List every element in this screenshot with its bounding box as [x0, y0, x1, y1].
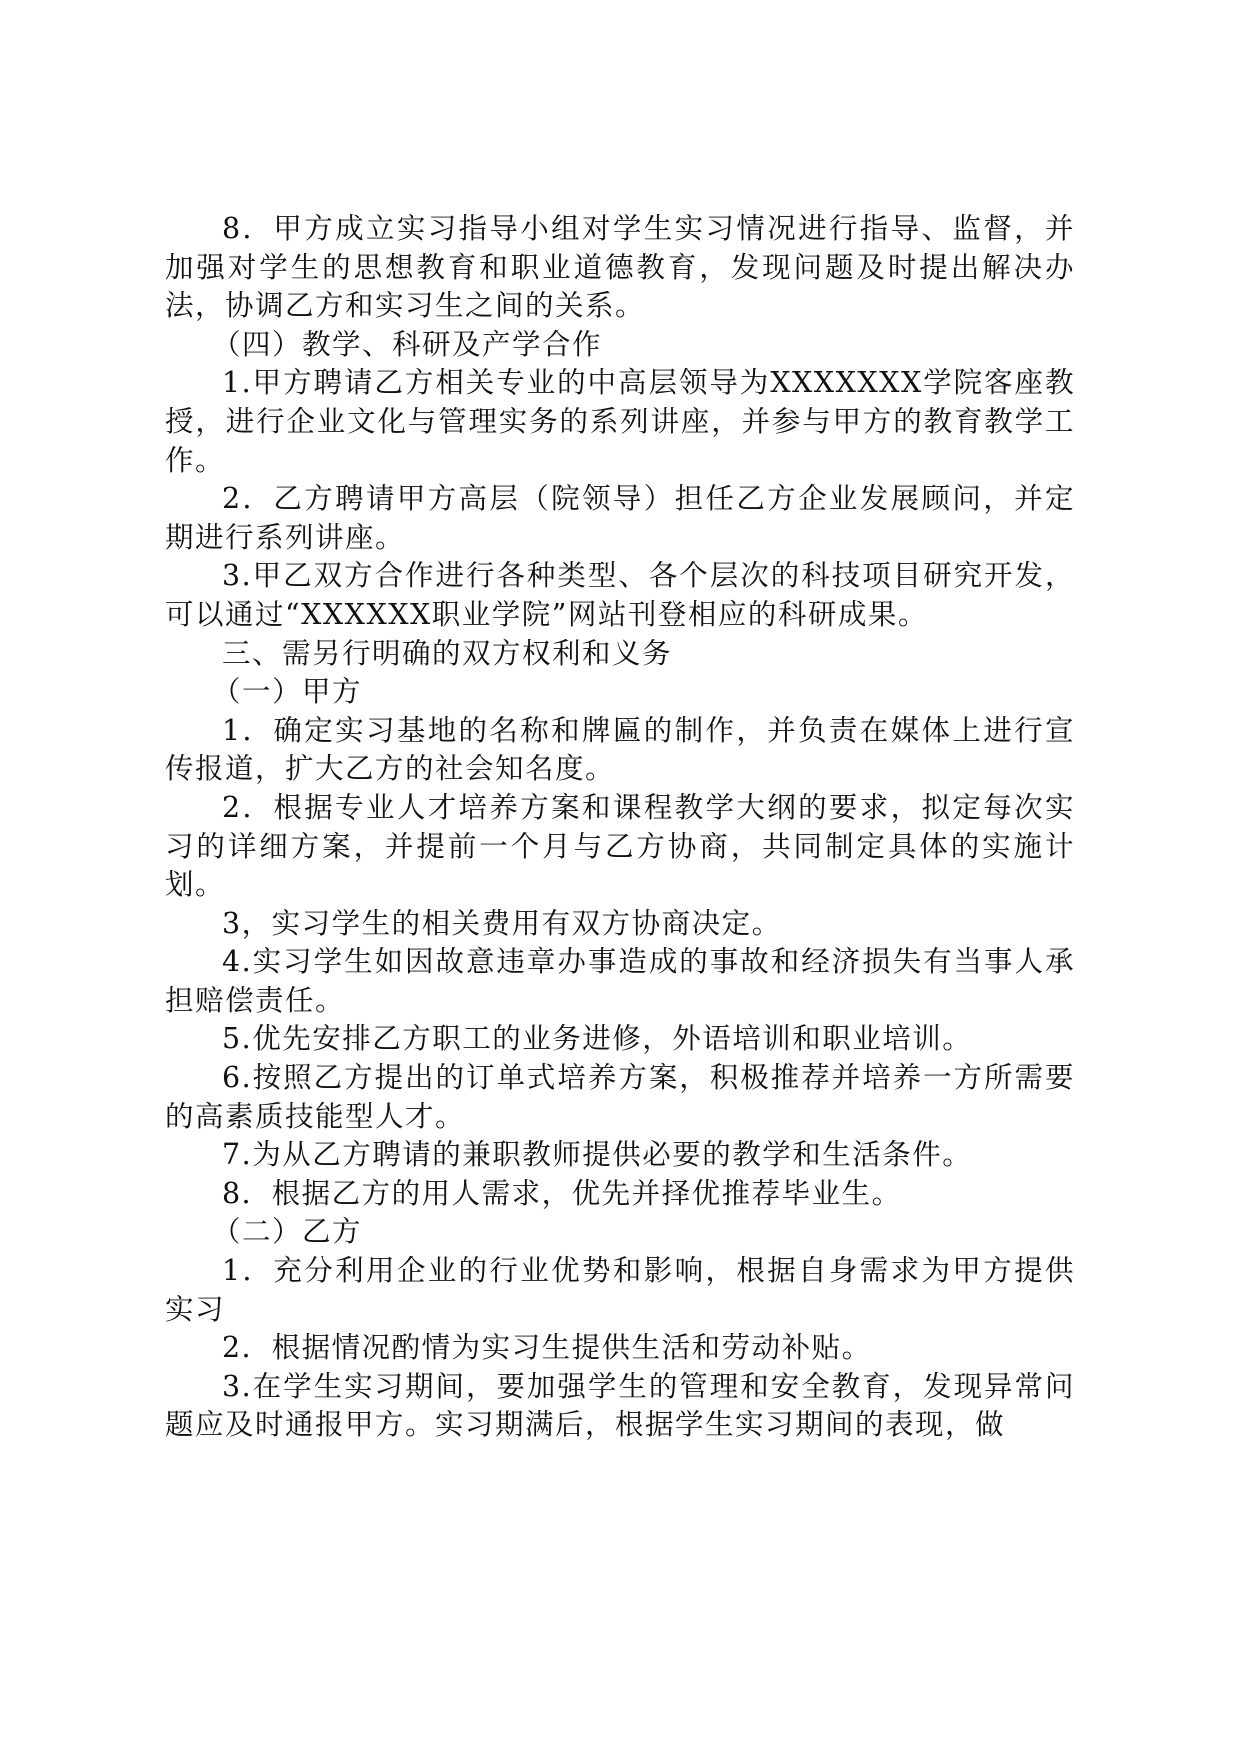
paragraph-2-development-advisor: 2．乙方聘请甲方高层（院领导）担任乙方企业发展顾问，并定期进行系列讲座。 — [165, 482, 1075, 554]
party-a-item-4: 4.实习学生如因故意违章办事造成的事故和经济损失有当事人承担赔偿责任。 — [165, 945, 1075, 1017]
party-b-item-2: 2．根据情况酌情为实习生提供生活和劳动补贴。 — [222, 1331, 872, 1365]
party-b-item-3: 3.在学生实习期间，要加强学生的管理和安全教育，发现异常问题应及时通报甲方。实习期满后，根据学生实习期间的表现，做 — [165, 1369, 1075, 1442]
paragraph-3-research-cooperation: 3.甲乙双方合作进行各种类型、各个层次的科技项目研究开发，可以通过“XXXXXX职业学院”网站刊登相应的科研成果。 — [165, 559, 1075, 631]
party-a-item-2: 2．根据专业人才培养方案和课程教学大纲的要求，拟定每次实习的详细方案，并提前一个月与乙方协商，共同制定具体的实施计划。 — [165, 790, 1075, 902]
paragraph-8-guidance-group: 8．甲方成立实习指导小组对学生实习情况进行指导、监督，并加强对学生的思想教育和职业道德教育，发现问题及时提出解决办法，协调乙方和实习生之间的关系。 — [165, 212, 1075, 323]
party-a-item-5: 5.优先安排乙方职工的业务进修，外语培训和职业培训。 — [222, 1022, 973, 1056]
section-party-b: （二）乙方 — [212, 1215, 363, 1249]
paragraph-1-guest-professor: 1.甲方聘请乙方相关专业的中高层领导为XXXXXXX学院客座教授，进行企业文化与管理实务的系列讲座，并参与甲方的教育教学工作。 — [165, 366, 1075, 477]
section-rights-obligations: 三、需另行明确的双方权利和义务 — [222, 636, 673, 670]
party-a-item-8: 8．根据乙方的用人需求，优先并择优推荐毕业生。 — [222, 1176, 902, 1210]
party-b-item-1: 1．充分利用企业的行业优势和影响，根据自身需求为甲方提供实习 — [165, 1254, 1075, 1326]
document-body — [165, 210, 1075, 1445]
party-a-item-1: 1．确定实习基地的名称和牌匾的制作，并负责在媒体上进行宣传报道，扩大乙方的社会知名度。 — [165, 713, 1075, 786]
section-party-a: （一）甲方 — [212, 675, 363, 709]
party-a-item-3: 3，实习学生的相关费用有双方协商决定。 — [222, 906, 782, 940]
party-a-item-7: 7.为从乙方聘请的兼职教师提供必要的教学和生活条件。 — [222, 1138, 973, 1172]
section-teaching-research: （四）教学、科研及产学合作 — [212, 327, 603, 361]
party-a-item-6: 6.按照乙方提出的订单式培养方案，积极推荐并培养一方所需要的高素质技能型人才。 — [165, 1061, 1075, 1133]
